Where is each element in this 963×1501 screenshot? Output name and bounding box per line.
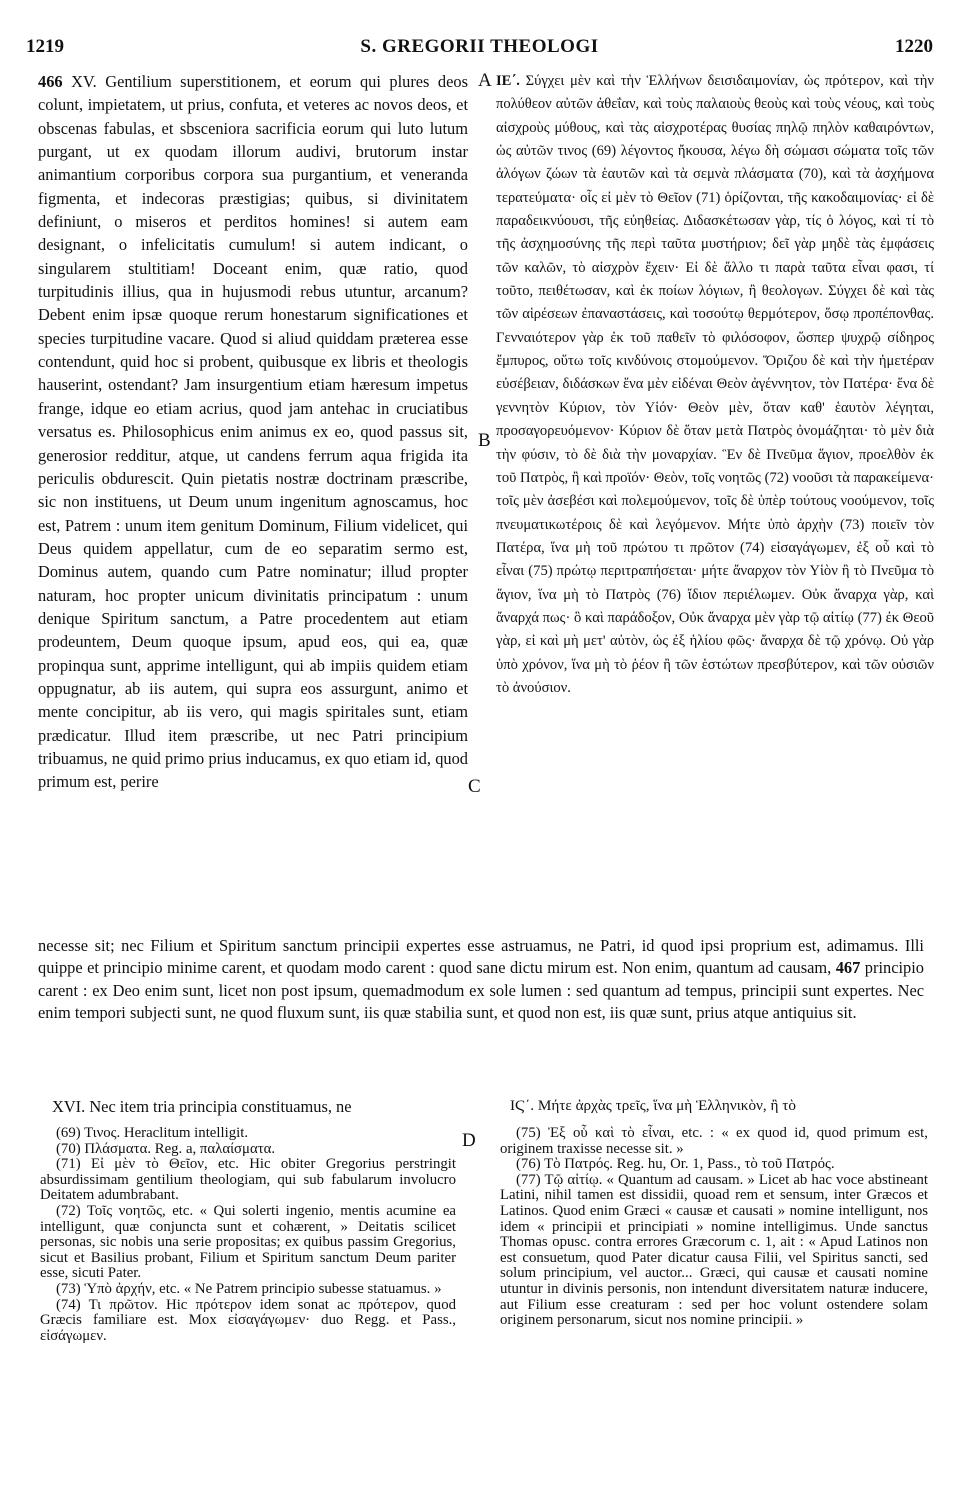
section-16-greek: ΙϚ΄. Μήτε ἀρχὰς τρεῖς, ἵνα μὴ Ἑλληνικὸν, ἢ τὸ <box>510 1097 796 1114</box>
latin-column <box>38 70 468 794</box>
margin-marker-d: D <box>462 1130 476 1151</box>
page-number-right: 1220 <box>895 36 933 57</box>
latin-text: Gentilium superstitionem, et eorum qui plures deos colunt, impietatem, ut prius, confuta, et veteres ac novos deos, et obscenas fabulas, et sbsceniora sacrificia eorum qui luto lutum purgant, ut ex quodam illorum audivi, brutorum instar animantium corporibus corpora sua purgantium, et veneranda figmenta, et indecoras præstigias; quibus, si divinitatem definiunt, o miseros et perditos homines! si autem eam designant, o infelicitatis cumulum! si autem indicant, o singularem stultitiam! Doceant enim, quæ ratio, quod turpitudinis illius, qua in hujusmodi rebus utuntur, arcanum? Debent enim ipsæ quoque rerum honestarum significationes et species turpitudine vacare. Quod si aliud quiddam præterea esse contendunt, quid hoc si probent, quibusque ex libris et theologis hauserint, ostendant? Jam insurgentium etiam hæresum impetus frange, idque eo etiam acrius, quod jam antehac in cruciatibus versatus es. Philosophicus enim animus ex eo, quod passus sit, generosior redditur, atque, ut candens ferrum aqua frigida ita periculis obdurescit. Quin pietatis nostræ doctrinam præscribe, sic non instituens, ut Deum unum ingenitum agnoscamus, hoc est, Patrem : unum item genitum Dominum, Filium videlicet, qui Deus quidem appellatur, cum de eo separatim sermo est, Dominus autem, quando cum Patre nominatur; illud propter naturam, hoc propter unicum divinitatis principatum : unum denique Spiritum sanctum, a Patre procedentem aut etiam prodeuntem, Deum quoque ipsum, apud eos, qui ea, quæ propinqua sunt, apprime intelligunt, qui ab impiis quidem etiam oppugnatur, ab iis autem, qui supra eos assurgunt, animo et mente concipitur, ab iis vero, qui magis spiritales sunt, etiam prædicatur. Illud item præscribe, ut nec Patri principium tribuamus, ne quid primo prius inducamus, ex quo etiam id, quod primum est, perire <box>38 72 468 792</box>
footnote-73: (73) Ὑπὸ ἀρχήν, etc. « Ne Patrem principio subesse statuamus. » <box>56 1280 442 1297</box>
page-header <box>26 36 933 64</box>
footnote-71: (71) Εἰ μὲν τὸ Θεῖον, etc. Hic obiter Gregorius perstringit absurdissimam gentilium theologiam, qui sub fabularum involucro Deitatem adumbrabant. <box>40 1156 456 1204</box>
page-number-left: 1219 <box>26 36 64 57</box>
full-width-text-after: principio carent : ex Deo enim sunt, licet non post ipsum, quemadmodum ex sole lumen : sed quantum ad tempus, principii sunt expertes. Nec enim tempori subjecti sunt, ne quod fluxum sunt, iis quæ stabilia sunt, et quod non est, iis quæ sunt, prius atque antiquius sit. <box>38 958 924 1022</box>
inline-page-number: 467 <box>835 958 861 978</box>
margin-marker-b: B <box>478 430 491 451</box>
footnote-75: (75) Ἐξ οὗ καὶ τὸ εἶναι, etc. : « ex quod id, quod primum est, originem traxisse necesse sit. » <box>500 1125 928 1157</box>
greek-section-number: ΙΕ΄. <box>496 73 520 89</box>
greek-text: Σύγχει μὲν καὶ τὴν Ἑλλήνων δεισιδαιμονίαν, ὡς πρότερον, καὶ τὴν πολύθεον αὐτῶν ἀθεΐαν, καὶ τοὺς παλαιοὺς θεοὺς καὶ τοὺς νέους, καὶ τοὺς αἰσχροὺς μύθους, καὶ τὰς αἰσχροτέρας θυσίας πηλῷ πηλὸν καθαιρόντων, ὡς αὐτῶν τινος (69) λέγοντος ἤκουσα, λέγω δὴ σώμασι σώματα τοῖς τῶν ἀλόγων ζώων τὰ ἑαυτῶν καὶ τὰ σεμνὰ πλάσματα (70), καὶ τὰ ἀσχήμονα τερατεύματα· οἷς εἰ μὲν τὸ Θεῖον (71) ὁρίζονται, τῆς κακοδαιμονίας· εἰ δὲ παραδεικνύουσι, τῆς εὐηθείας. Διδασκέτωσαν γὰρ, τίς ὁ λόγος, καὶ τί τὸ τῆς ἀσχημοσύνης τῆς περὶ ταῦτα μυστήριον; δεῖ γὰρ μηδὲ τὰς ἐμφάσεις τῶν καλῶν, τὸ αἰσχρὸν ἔχειν· Εἰ δὲ ἄλλο τι παρὰ ταῦτα εἶναι φασι, τί τοῦτο, πειθέτωσαν, καὶ ἐκ ποίων λόγιων, ἢ θεολογων. Σύγχει δὲ καὶ τὰς τῶν αἱρέσεων ἐπαναστάσεις, καὶ τοσούτῳ θερμότερον, ὅσῳ προπέπονθας. Γενναιότερον γὰρ ἐκ τοῦ παθεῖν τὸ φιλόσοφον, ὥσπερ ψυχρῷ σίδηρος ἔμπυρος, οὕτω τοῖς κινδύνοις στομούμενον. Ὅριζου δὲ καὶ τὴν ἡμετέραν εὐσέβειαν, διδάσκων ἕνα μὲν εἰδέναι Θεὸν ἀγέννητον, τὸν Πατέρα· ἕνα δὲ γεννητὸν Κύριον, τὸν Υἱόν· Θεὸν μὲν, ὅταν καθ' ἑαυτὸν λέγηται, προσαγορευόμενον· Κύριον δὲ ὅταν μετὰ Πατρὸς ὀνομάζηται· τὸ μὲν διὰ τὴν φύσιν, τὸ δὲ διὰ τὴν μοναρχίαν. Ἓν δὲ Πνεῦμα ἅγιον, προελθὸν ἐκ τοῦ Πατρὸς, ἢ καὶ προϊόν· Θεὸν, τοῖς νοητῶς (72) νοοῦσι τὰ παρακείμενα· τοῖς μὲν ἀσεβέσι καὶ πολεμούμενον, τοῖς δὲ ὑπὲρ τούτους νοούμενον, τοῖς πνευματικωτέροις δὲ καὶ λεγόμενον. Μήτε ὑπὸ ἀρχὴν (73) ποιεῖν τὸν Πατέρα, ἵνα μὴ τοῦ πρώτου τι πρῶτον (74) εἰσαγάγωμεν, ἐξ οὗ καὶ τὸ εἶναι (75) πρώτῳ περιτραπήσεται· μήτε ἄναρχον τὸν Υἱὸν ἢ τὸ Πνεῦμα τὸ ἅγιον, ἵνα μὴ τὸ Πατρὸς (76) ἴδιον περιέλωμεν. Οὐκ ἄναρχα γὰρ, καὶ ἄναρχά πως· ὃ καὶ παράδοξον, Οὐκ ἄναρχα μὲν γὰρ τῷ αἰτίῳ (77) ἐκ Θεοῦ γὰρ, εἰ καὶ μὴ μετ' αὐτὸν, ὡς ἐξ ἡλίου φῶς· ἄναρχα δὲ τῷ χρόνῳ. Οὐ γὰρ ὑπὸ χρόνον, ἵνα μὴ τὸ ῥέον ἢ τῶν ἑστώτων πρεσβύτερον, καὶ τῶν οὐσιῶν τὸ ἀνούσιον. <box>496 73 934 696</box>
footnote-77: (77) Τῷ αἰτίῳ. « Quantum ad causam. » Licet ab hac voce abstineant Latini, nihil tamen est dissidii, quoad rem et sensum, inter Græcos et Latinos. Quod enim Græci « causæ et causati » nomine intelligunt, nos idem « principii et principiati » nomine intelligimus. Unde sanctus Thomas opusc. contra errores Græcorum c. 1, ait : « Apud Latinos non est consuetum, quod Pater dicatur causa Filii, vel Spiritus sancti, sed solum principium, vel auctor... Græci, qui causæ et causati nomine utuntur in divinis personis, non intendunt diversitatem naturæ inducere, aut Filium esse creaturam : sed per hoc volunt ostendere solam originem personarum, sicut nos nomine principii. » <box>500 1171 928 1329</box>
footnotes-left <box>40 1126 456 1344</box>
latin-section-number: XV. <box>71 72 97 91</box>
footnote-70: (70) Πλάσματα. Reg. a, παλαίσματα. <box>56 1140 276 1157</box>
full-width-latin-text <box>38 935 924 1024</box>
section-16-latin: XVI. Nec item tria principia constituamus, ne <box>52 1097 352 1116</box>
footnote-72: (72) Τοῖς νοητῶς, etc. « Qui solerti ingenio, mentis acumine ea intelligunt, quæ conjuncta sunt et cohærent, » Deitatis scilicet personas, sic nobis una serie propositas; ex quibus passim Gregorius, sicut et Basilius probant, Filium et Spiritum sanctum Deum pariter esse, sicuti Pater. <box>40 1202 456 1282</box>
margin-marker-a: A <box>478 70 492 91</box>
footnote-69: (69) Τινος. Heraclitum intelligit. <box>56 1125 249 1141</box>
running-title: S. GREGORII THEOLOGI <box>360 36 599 57</box>
latin-page-number: 466 <box>38 72 63 91</box>
greek-column <box>496 70 934 700</box>
footnotes-right <box>500 1126 928 1329</box>
footnote-74: (74) Τι πρῶτον. Hic πρότερον idem sonat ac πρότερον, quod Græcis familiare est. Mox εἰσαγάγωμεν· duo Regg. et Pass., εἰσάγωμεν. <box>40 1296 456 1344</box>
full-width-text-before: necesse sit; nec Filium et Spiritum sanctum principii expertes esse astruamus, ne Patri, id quod ipsi proprium est, adimamus. Illi quippe et principio minime carent, et quodam modo carent : quod sane dictu mirum est. Non enim, quantum ad causam, <box>38 936 924 978</box>
margin-marker-c: C <box>468 776 481 797</box>
footnote-76: (76) Τὸ Πατρός. Reg. hu, Or. 1, Pass., τὸ τοῦ Πατρός. <box>516 1156 835 1173</box>
